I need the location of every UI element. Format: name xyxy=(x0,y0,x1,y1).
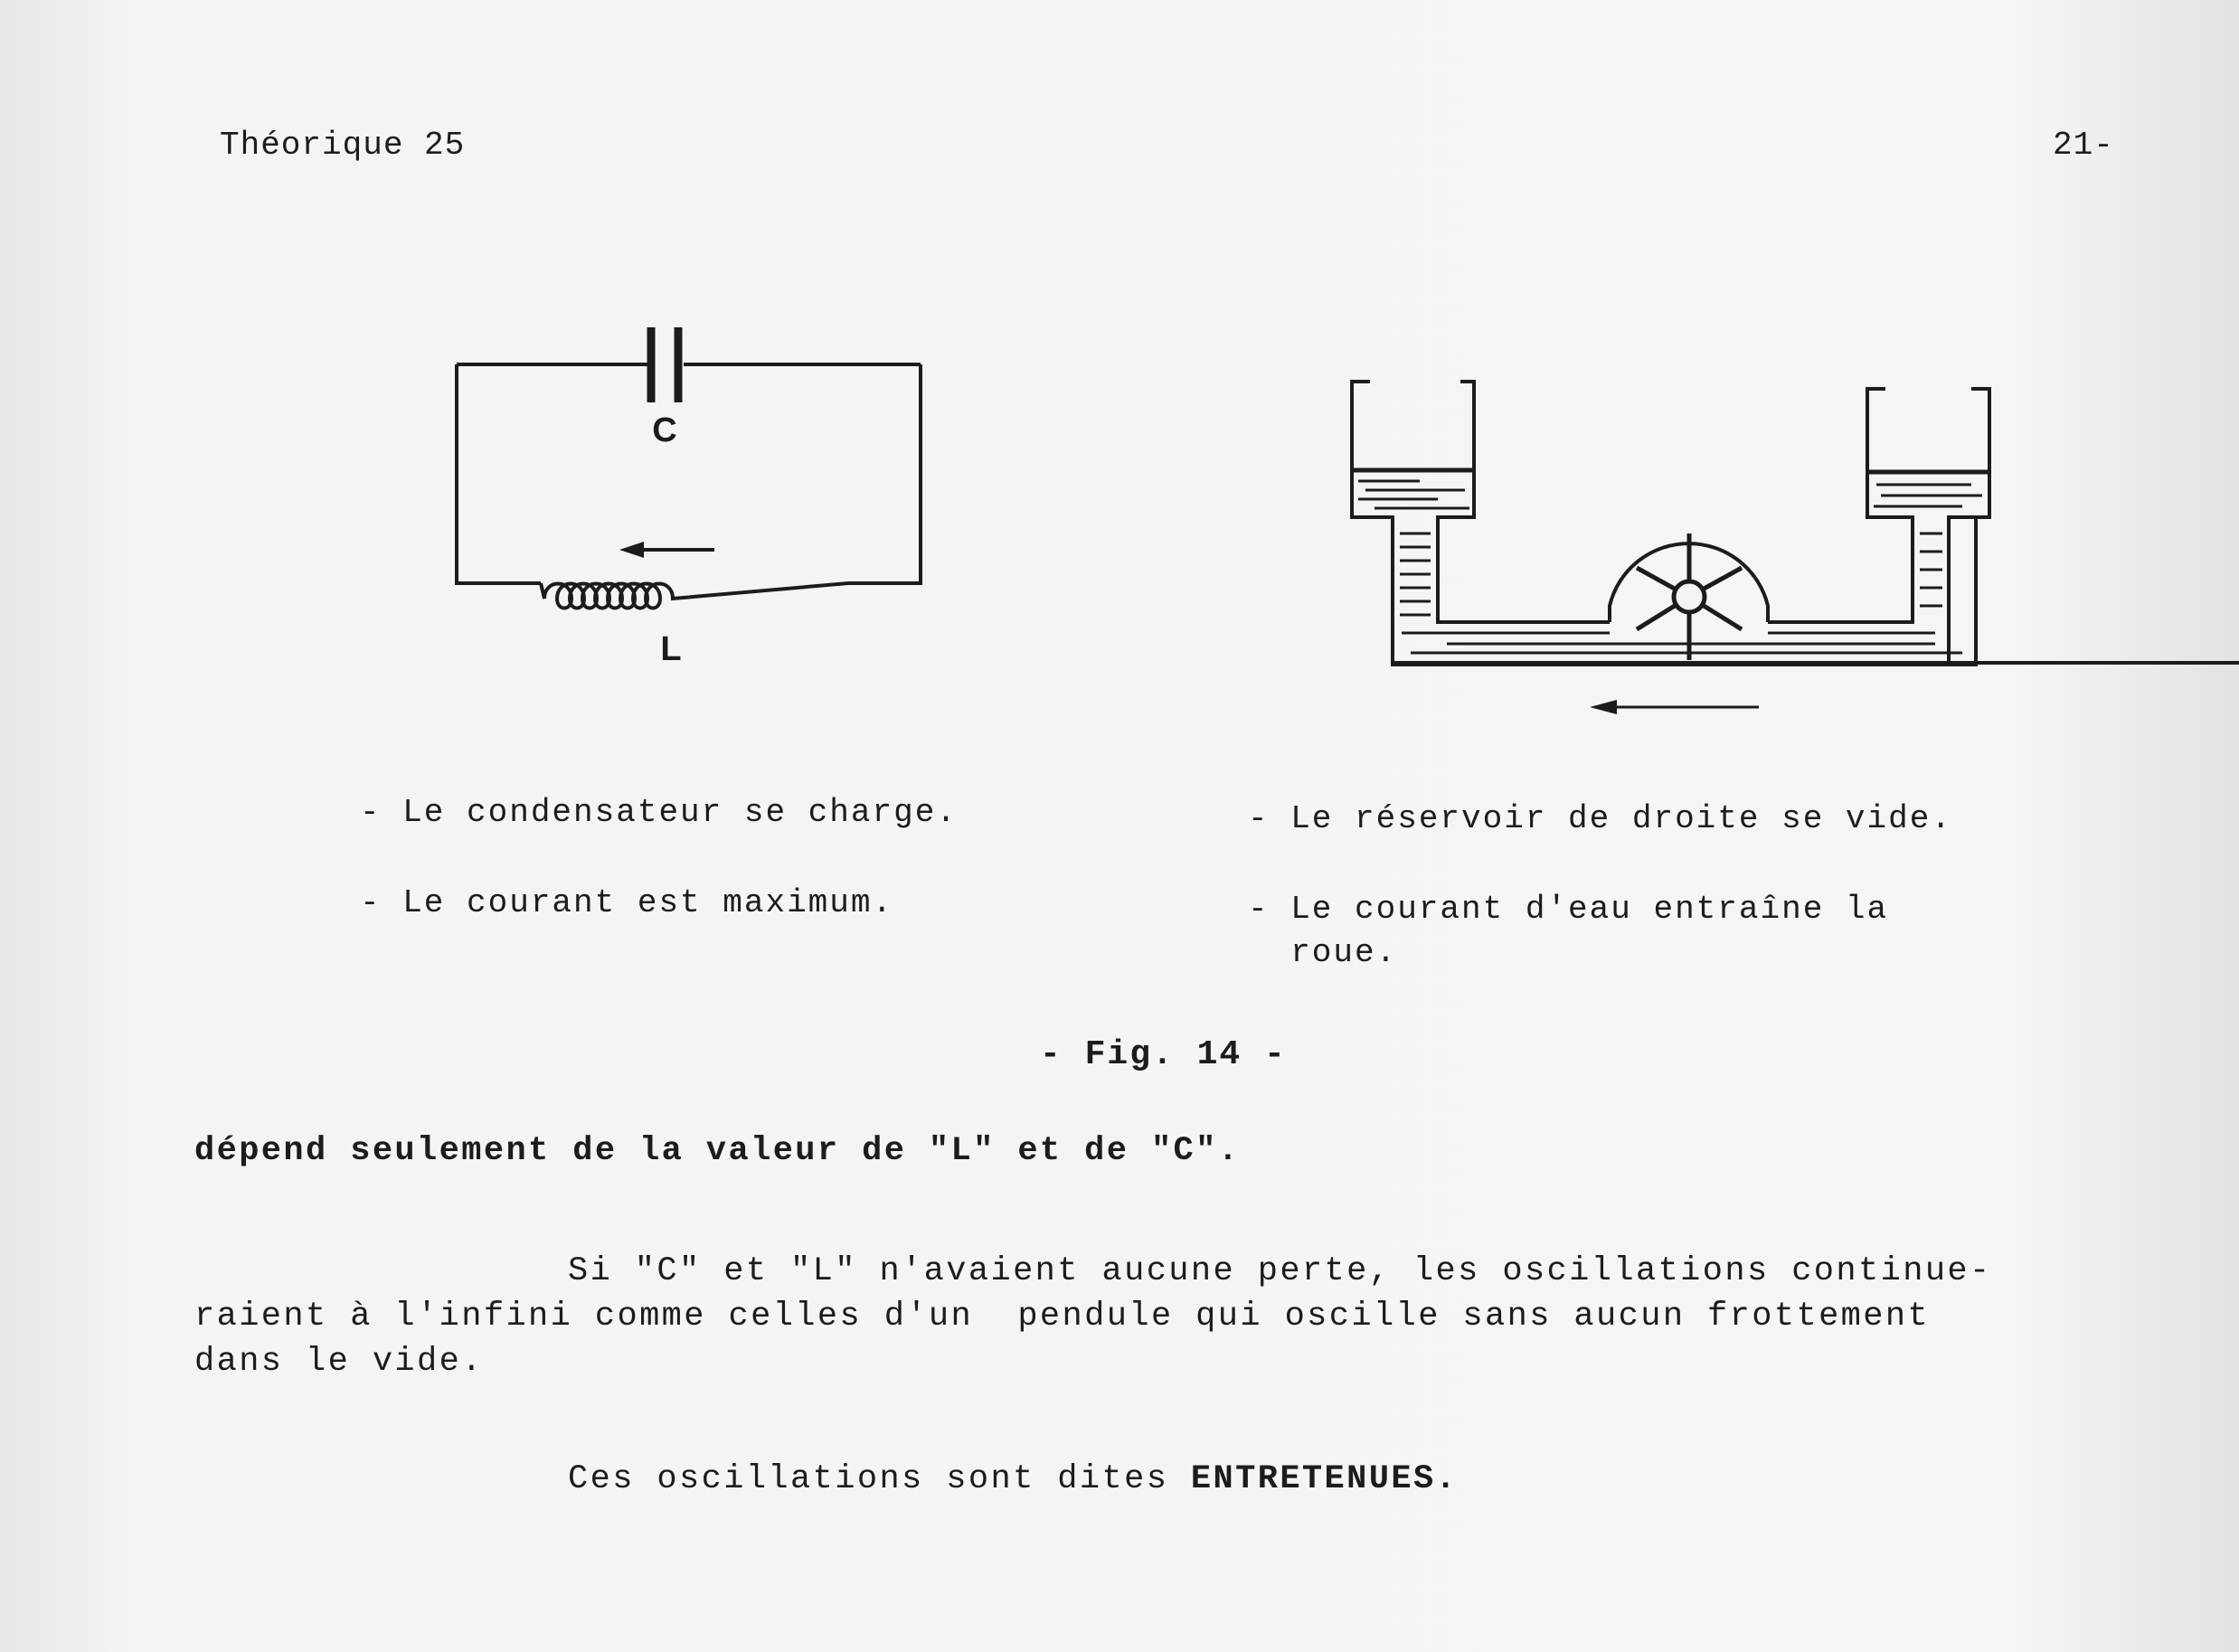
body-last-emphasis: ENTRETENUES. xyxy=(1190,1460,1459,1498)
circuit-right-wire xyxy=(848,364,921,583)
left-reservoir-water xyxy=(1352,470,1962,653)
page-header-title: Théorique 25 xyxy=(220,127,466,164)
body-para2-line-1: Si "C" et "L" n'avaient aucune perte, les oscillations continue- xyxy=(568,1252,1992,1290)
body-last-prefix: Ces oscillations sont dites xyxy=(568,1460,1191,1498)
capacitor-label: C xyxy=(652,411,677,449)
current-arrow-head xyxy=(619,542,644,558)
body-para2-line-3: dans le vide. xyxy=(194,1343,484,1381)
caption-left-1: - Le condensateur se charge. xyxy=(360,794,958,831)
body-para2-line-2: raient à l'infini comme celles d'un pendule qui oscille sans aucun frottement xyxy=(194,1298,1931,1336)
figure-label: - Fig. 14 - xyxy=(1040,1035,1287,1074)
body-last-line xyxy=(568,1460,1458,1498)
right-reservoir-water xyxy=(1768,472,1989,633)
caption-right-3: roue. xyxy=(1248,934,1398,971)
water-flow-arrow-head xyxy=(1590,700,1617,714)
caption-left-2: - Le courant est maximum. xyxy=(360,884,894,921)
page-number: 21- xyxy=(2053,127,2114,164)
lc-circuit-diagram xyxy=(434,316,940,678)
inductor-label: L xyxy=(660,630,682,668)
paddle-wheel-hub xyxy=(1674,581,1705,612)
inductor-coil xyxy=(541,583,848,609)
body-line-1: dépend seulement de la valeur de "L" et de "C". xyxy=(194,1132,1241,1170)
caption-right-1: - Le réservoir de droite se vide. xyxy=(1248,800,1952,837)
circuit-left-wire xyxy=(457,364,541,583)
caption-right-2: - Le courant d'eau entraîne la xyxy=(1248,891,1889,928)
water-analogy-diagram xyxy=(1338,362,2026,741)
